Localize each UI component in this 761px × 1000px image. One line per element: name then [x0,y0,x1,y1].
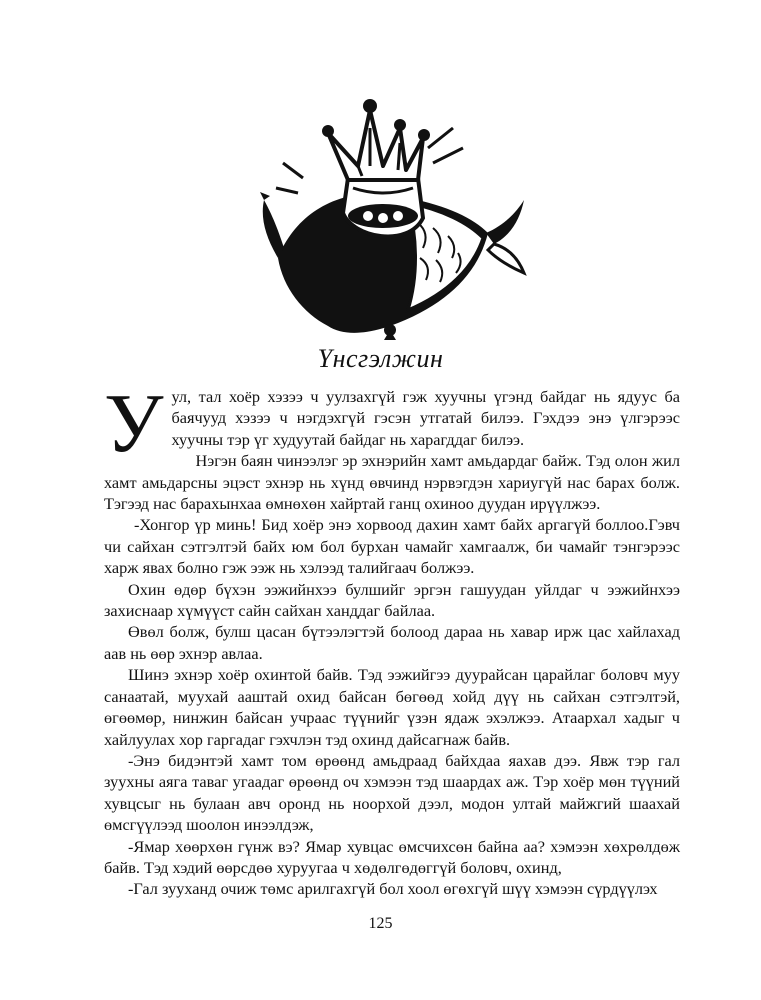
paragraph: -Ямар хөөрхөн гүнж вэ? Ямар хувцас өмсчихсөн байна аа? хэмээн хөхрөлдөж байв. Тэд хэдий өөрсдөө хуруугаа ч хөдөлгөдөггүй боловч, охинд, [104,836,680,877]
paragraph: Нэгэн баян чинээлэг эр эхнэрийн хамт амьдардаг байж. Тэд олон жил хамт амьдарсны эцэст эхнэр нь хүнд өвчинд нэрвэгдэн хариугүй нас барах болж. Тэгээд нас барахынхаа өмнөхөн хайртай ганц охиноо дуудан ирүүлжээ. [104,451,680,514]
crown-cushion-illustration [258,88,528,343]
opening-paragraph-text: ул, тал хоёр хэзээ ч уулзахгүй гэж хуучны үгэнд байдаг нь ядуус ба баячууд хэзээ ч нэгдэхгүй гэсэн утгатай билээ. Гэхдээ энэ үлгэрээс хуучны тэр үг худуутай байдаг нь харагддаг билээ. [171,387,680,449]
paragraph: -Хонгор үр минь! Бид хоёр энэ хорвоод дахин хамт байх аргагүй боллоо.Гэвч чи сайхан сэтгэлтэй байх юм бол бурхан чамайг хамгаалж, би чамайг тэнгэрээс харж явах болно гэж ээж нь хэлээд талийгаач болжээ. [104,515,680,578]
paragraph: -Энэ бидэнтэй хамт том өрөөнд амьдраад байхдаа яахав дээ. Явж тэр гал зуухны аяга таваг угаадаг өрөөнд оч хэмээн тэд шаардах аж. Тэр хоёр мөн түүний хувцсыг нь булаан авч оронд нь ноорхой дээл, модон ултай майжгий шаахай өмсгүүлээд шоолон инээлдэж, [104,750,680,835]
opening-paragraph [104,377,680,470]
drop-cap: У [104,377,164,470]
story-body [104,377,680,900]
paragraph: Шинэ эхнэр хоёр охинтой байв. Тэд ээжийгээ дуурайсан царайлаг боловч муу санаатай, муухай ааштай охид байсан бөгөөд хойд дүү нь сайхан сэтгэлтэй, өгөөмөр, нинжин байсан учраас түүнийг үзэн ядаж эхэлжээ. Атаархал хадыг ч хайлуулах хор гаргадаг гэхчлэн тэд охинд дайсагнаж байв. [104,665,680,749]
paragraph: -Гал зууханд очиж төмс арилгахгүй бол хоол өгөхгүй шүү хэмээн сүрдүүлэх [128,879,658,899]
page-number: 125 [368,915,393,932]
paragraph: Өвөл болж, булш цасан бүтээлэгтэй болоод дараа нь хавар ирж цас хайлахад аав нь өөр эхнэр авлаа. [104,622,680,663]
story-title: Үнсгэлжин [317,344,444,373]
paragraph: Охин өдөр бүхэн ээжийнхээ булшийг эргэн гашуудан уйлдаг ч ээжийнхээ захиснаар хүмүүст сайн сайхан ханддаг байлаа. [104,579,680,621]
